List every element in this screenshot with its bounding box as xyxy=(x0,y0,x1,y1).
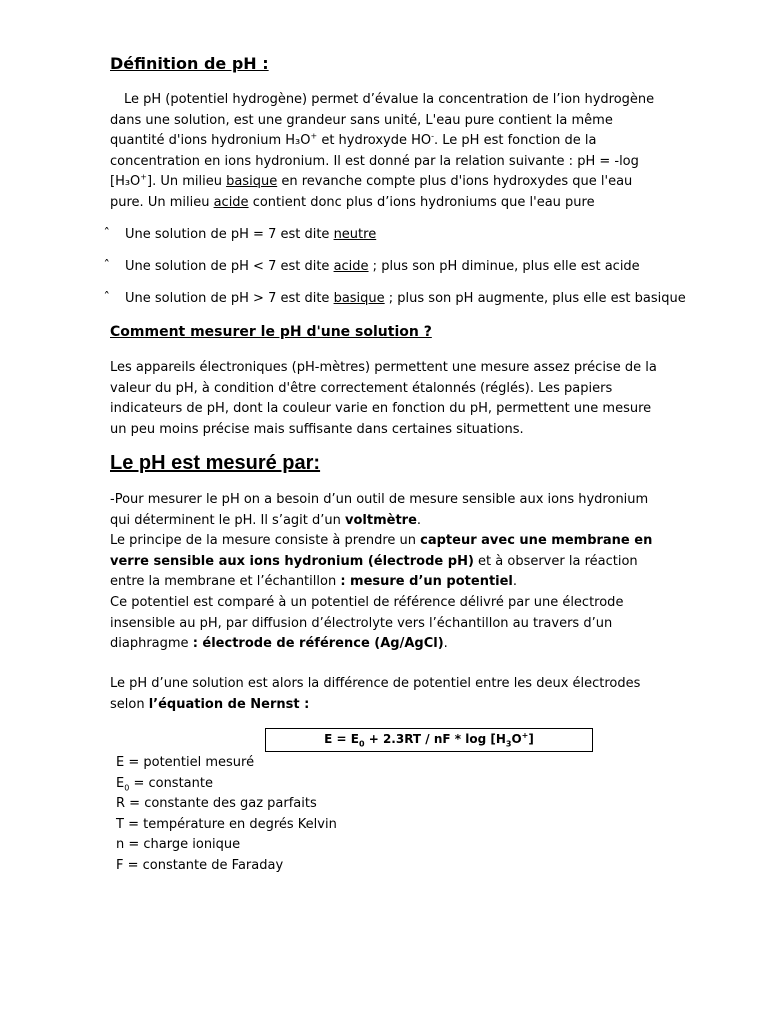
definition-t: T = température en degrés Kelvin xyxy=(116,816,337,832)
bullet-mark-icon xyxy=(110,227,125,242)
bullet-text: Une solution de pH > 7 est dite xyxy=(125,291,334,306)
text: . xyxy=(416,512,422,528)
bullet-acid xyxy=(110,259,640,274)
text: E xyxy=(116,775,125,791)
definition-n: n = charge ionique xyxy=(116,837,241,853)
bullet-text-end: ; plus son pH diminue, plus elle est acide xyxy=(368,259,640,274)
bullet-neutral xyxy=(110,227,376,242)
definition-e0 xyxy=(116,774,337,795)
page-title: Définition de pH : xyxy=(110,54,269,73)
text: . xyxy=(443,636,448,652)
acide-term: acide xyxy=(213,194,249,210)
nernst-term: l’équation de Nernst : xyxy=(148,696,310,712)
bullet-term: neutre xyxy=(333,227,377,242)
nernst-paragraph xyxy=(110,674,670,715)
intro-paragraph xyxy=(110,90,670,214)
reference-line xyxy=(110,593,670,655)
text: Ce potentiel est comparé à un potentiel de référence délivré par une électrode insensible au pH, par diffusion d’électrolyte vers l’échantillon au travers d’un diaphragme xyxy=(110,594,624,652)
text: . xyxy=(512,574,518,590)
intro-text-4: ]. Un milieu xyxy=(147,174,227,190)
superscript: + xyxy=(310,131,318,141)
formula-text: + 2.3RT / nF * log [H xyxy=(364,732,506,746)
formula-text: O xyxy=(511,732,522,746)
basique-term: basique xyxy=(226,174,278,190)
bullet-mark-icon xyxy=(110,259,125,274)
voltmeter-term: voltmètre xyxy=(345,512,417,528)
text: et à observer la réaction entre la membrane et l’échantillon xyxy=(110,553,638,590)
bullet-term: basique xyxy=(333,291,385,306)
bullet-basic xyxy=(110,291,686,306)
bullet-mark-icon xyxy=(110,291,125,306)
text: Le principe de la mesure consiste à prendre un xyxy=(110,533,421,549)
nernst-formula-box xyxy=(265,728,593,752)
superscript: + xyxy=(521,731,529,740)
superscript: + xyxy=(140,173,147,183)
bullet-text-end: ; plus son pH augmente, plus elle est basique xyxy=(384,291,686,306)
intro-text-2: et hydroxyde HO xyxy=(317,133,432,149)
subscript: 3 xyxy=(505,739,512,749)
bullet-text: Une solution de pH = 7 est dite xyxy=(125,227,334,242)
text: -Pour mesurer le pH on a besoin d’un outil de mesure sensible aux ions hydronium qui déterminent le pH. Il s’agit d’un xyxy=(110,492,649,528)
intro-text-1: Le pH (potentiel hydrogène) permet d’évalue la concentration de l’ion hydrogène dans une solution, est une grandeur sans unité, L'eau pure contient la même quantité d'ions hydronium H₃O xyxy=(110,92,655,149)
reference-electrode-term: : électrode de référence (Ag/AgCl) xyxy=(192,636,444,652)
potential-term: : mesure d’un potentiel xyxy=(340,574,513,590)
section-heading-measure: Comment mesurer le pH d'une solution ? xyxy=(110,324,432,340)
text: Le pH d’une solution est alors la différence de potentiel entre les deux électrodes selon xyxy=(110,676,641,712)
measurement-paragraph xyxy=(110,490,670,655)
subscript: 0 xyxy=(124,783,130,793)
variable-definitions xyxy=(116,753,337,877)
intro-text-5: en revanche compte plus d'ions hydroxydes que l'eau pure. Un milieu xyxy=(110,174,633,210)
formula-text: E = E xyxy=(324,732,359,746)
text: = constante xyxy=(129,775,213,791)
intro-text-6: contient donc plus d’ions hydroniums que l'eau pure xyxy=(248,194,595,210)
bullet-text: Une solution de pH < 7 est dite xyxy=(125,259,334,274)
formula-text: ] xyxy=(528,732,534,746)
intro-text-3: . Le pH est fonction de la concentration en ions hydronium. Il est donné par la relation suivante : pH = -log [H₃O xyxy=(110,133,639,190)
section-heading-measured-by: Le pH est mesuré par: xyxy=(110,452,321,474)
principle-line xyxy=(110,531,670,593)
measure-paragraph: Les appareils électroniques (pH-mètres) permettent une mesure assez précise de la valeur du pH, à condition d'être correctement étalonnés (réglés). Les papiers indicateurs de pH, dont la couleur varie en fonction du pH, permettent une mesure un peu moins précise mais suffisante dans certaines situations. xyxy=(110,360,657,437)
bullet-term: acide xyxy=(333,259,369,274)
sensor-term: capteur avec une membrane en verre sensible aux ions hydronium (électrode pH) xyxy=(110,533,653,569)
subscript: 0 xyxy=(358,739,365,749)
definition-r: R = constante des gaz parfaits xyxy=(116,796,317,812)
definition-f: F = constante de Faraday xyxy=(116,857,284,873)
superscript: - xyxy=(431,131,435,141)
voltmeter-line xyxy=(110,490,670,531)
definition-e: E = potentiel mesuré xyxy=(116,755,255,770)
